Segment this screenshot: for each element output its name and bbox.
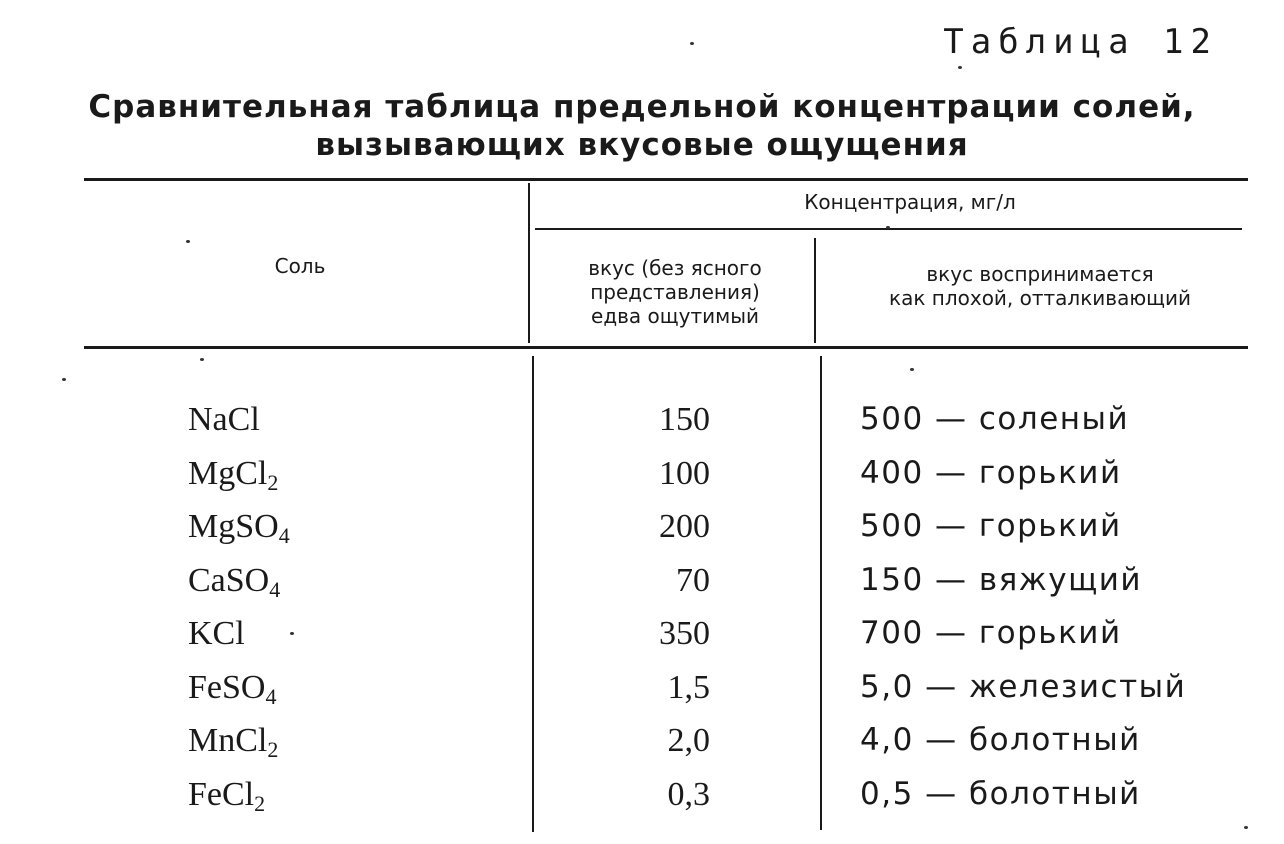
bad-concentration: 500 — соленый xyxy=(860,401,1130,437)
header-salt-label: Соль xyxy=(274,254,326,278)
table-title-line-2: вызывающих вкусовые ощущения xyxy=(315,127,969,163)
table-row xyxy=(0,447,1284,501)
salt-column-divider xyxy=(528,183,530,343)
salt-formula-subscript: 4 xyxy=(278,523,290,548)
header-min-taste-line-1: вкус (без ясного xyxy=(588,256,762,280)
table-row xyxy=(0,500,1284,554)
salt-formula xyxy=(188,661,276,715)
salt-formula-subscript: 2 xyxy=(267,469,279,495)
salt-formula xyxy=(188,554,280,608)
scan-speck xyxy=(62,378,66,381)
scan-speck xyxy=(200,358,204,361)
salt-formula xyxy=(188,714,278,768)
salt-formula-base: KCl xyxy=(188,615,245,652)
min-concentration: 2,0 xyxy=(667,722,710,759)
bad-concentration: 150 — вяжущий xyxy=(860,561,1143,598)
salt-formula-base: FeCl xyxy=(188,775,255,813)
scan-speck xyxy=(690,42,694,45)
min-concentration: 200 xyxy=(659,508,710,545)
table-row xyxy=(0,393,1284,447)
header-min-taste-line-3: едва ощутимый xyxy=(591,304,759,328)
min-concentration: 0,3 xyxy=(667,775,710,813)
salt-formula-base: CaSO xyxy=(188,561,270,599)
top-rule xyxy=(84,178,1248,181)
bad-concentration: 500 — горький xyxy=(860,508,1122,544)
salt-formula-base: NaCl xyxy=(188,401,260,438)
min-column-divider xyxy=(814,238,816,343)
salt-formula-base: MgCl xyxy=(188,454,268,492)
min-concentration: 1,5 xyxy=(667,668,710,706)
scan-speck xyxy=(186,240,190,243)
salt-formula xyxy=(188,447,278,501)
table-row xyxy=(0,661,1284,715)
table-body xyxy=(0,393,1284,821)
salt-formula xyxy=(188,500,290,554)
salt-formula-subscript: 4 xyxy=(269,576,281,602)
header-concentration xyxy=(700,190,1120,214)
table-title xyxy=(0,88,1284,164)
salt-formula-subscript: 2 xyxy=(254,790,266,816)
salt-formula xyxy=(188,393,260,447)
salt-formula-subscript: 2 xyxy=(267,737,279,762)
salt-formula-base: MnCl xyxy=(188,722,268,759)
bad-concentration: 4,0 — болотный xyxy=(860,722,1141,758)
scan-speck xyxy=(1244,826,1248,829)
header-bad-taste-line-2: как плохой, отталкивающий xyxy=(888,286,1192,310)
table-row xyxy=(0,714,1284,768)
scan-speck xyxy=(958,66,962,69)
header-bottom-rule xyxy=(84,346,1248,349)
scan-speck xyxy=(910,368,914,371)
header-bad-taste xyxy=(830,262,1250,310)
salt-formula-base: FeSO xyxy=(188,668,266,706)
salt-formula xyxy=(188,607,245,661)
header-min-taste-line-2: представления) xyxy=(590,280,760,304)
table-number: Таблица 12 xyxy=(943,22,1218,62)
bad-concentration: 400 — горький xyxy=(860,454,1122,491)
bad-concentration: 700 — горький xyxy=(860,615,1122,651)
scan-speck xyxy=(290,632,294,635)
min-concentration: 70 xyxy=(676,561,710,599)
min-concentration: 150 xyxy=(659,401,710,438)
header-concentration-label: Концентрация, мг/л xyxy=(804,190,1016,214)
header-min-taste xyxy=(540,256,810,328)
table-title-line-1: Сравнительная таблица предельной концентрации солей, xyxy=(88,89,1196,125)
header-salt xyxy=(230,254,370,278)
salt-formula xyxy=(188,768,265,822)
min-concentration: 100 xyxy=(659,454,710,492)
table-row xyxy=(0,554,1284,608)
table-row xyxy=(0,768,1284,822)
header-bad-taste-line-1: вкус воспринимается xyxy=(926,262,1154,286)
min-concentration: 350 xyxy=(659,615,710,652)
salt-formula-subscript: 4 xyxy=(265,683,277,709)
bad-concentration: 0,5 — болотный xyxy=(860,775,1141,812)
bad-concentration: 5,0 — железистый xyxy=(860,668,1187,705)
table-row xyxy=(0,607,1284,661)
scan-speck xyxy=(886,226,890,229)
salt-formula-base: MgSO xyxy=(188,508,279,545)
